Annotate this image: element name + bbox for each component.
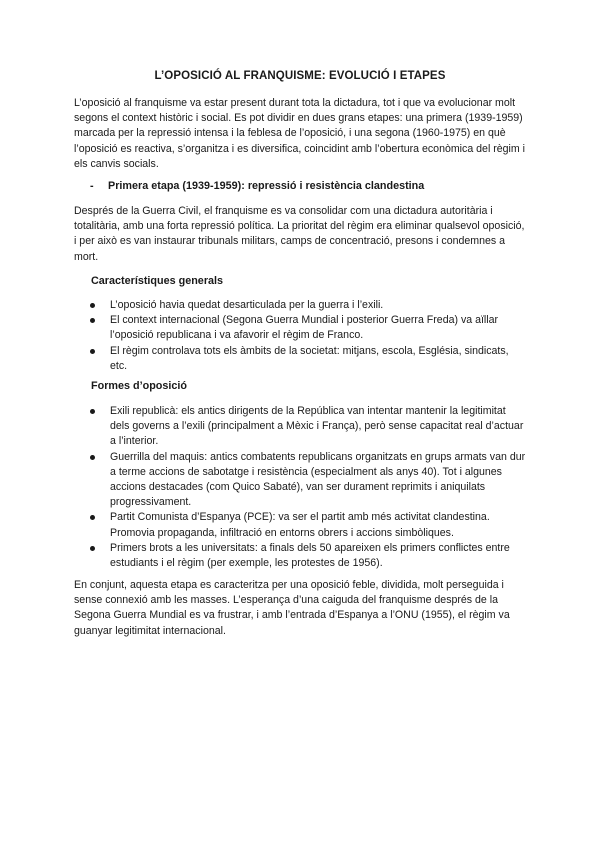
list-item	[88, 541, 526, 571]
bullet-icon	[90, 455, 95, 460]
bullet-icon	[90, 303, 95, 308]
list-item-text: Partit Comunista d’Espanya (PCE): va ser el partit amb més activitat clandestina. Promovia propaganda, infiltració en entorns obrers i accions simbòliques.	[110, 511, 490, 539]
conclusion-paragraph: En conjunt, aquesta etapa es caracteritza per una oposició feble, dividida, molt perseguida i sense connexió amb les masses. L’esperança d’una caiguda del franquisme després de la Segona Guerra Mundial es va frustrar, i amb l’entrada d’Espanya a l’ONU (1955), el règim va guanyar legitimitat internacional.	[74, 579, 510, 637]
list-item	[88, 344, 526, 374]
list-item-text: El context internacional (Segona Guerra Mundial i posterior Guerra Freda) va aïllar l’oposició republicana i va afavorir el règim de Franco.	[110, 314, 499, 342]
list-item-text: Primers brots a les universitats: a finals dels 50 apareixen els primers conflictes entre estudiants i el règim (per exemple, les protestes de 1956).	[110, 541, 510, 570]
forms-list	[88, 404, 526, 571]
bullet-icon	[90, 318, 95, 323]
bullet-icon	[90, 349, 95, 354]
list-item	[88, 450, 526, 511]
list-item	[88, 404, 526, 450]
list-item-text: Guerrilla del maquis: antics combatents republicans organitzats en grups armats van dur a terme accions de sabotatge i resistència (especialment als anys 40). Tot i algunes accions destacades (com Quico Sabaté), van ser durament reprimits i aniquilats progressivament.	[110, 450, 526, 509]
bullet-icon	[90, 515, 95, 520]
list-item	[88, 313, 526, 343]
context-paragraph: Després de la Guerra Civil, el franquisme es va consolidar com una dictadura autoritària i totalitària, amb una forta repressió política. La prioritat del règim era eliminar qualsevol oposició, i per això es van instaurar tribunals militars, camps de concentració, presons i condemnes a mort.	[74, 205, 525, 263]
list-item	[88, 298, 526, 313]
section-dash: -	[90, 180, 94, 192]
features-list	[88, 298, 526, 374]
section-title: Primera etapa (1939-1959): repressió i resistència clandestina	[108, 180, 425, 192]
list-item-text: L’oposició havia quedat desarticulada per la guerra i l’exili.	[110, 299, 384, 311]
bullet-icon	[90, 409, 95, 414]
list-item-text: El règim controlava tots els àmbits de la societat: mitjans, escola, Església, sindicats, etc.	[110, 344, 509, 372]
features-heading: Característiques generals	[91, 275, 224, 287]
bullet-icon	[90, 546, 95, 551]
intro-paragraph: L’oposició al franquisme va estar present durant tota la dictadura, tot i que va evolucionar molt segons el context històric i social. Es pot dividir en dues grans etapes: una primera (1939-1959) marcada per la repressió intensa i la feblesa de l’oposició, i una segona (1960-1975) en què l’oposició es reactiva, s’organitza i es diversifica, coincidint amb l’obertura econòmica del règim i els canvis socials.	[74, 97, 526, 170]
list-item-text: Exili republicà: els antics dirigents de la República van intentar mantenir la legitimitat dels governs a l’exili (principalment a Mèxic i França), però sense capacitat real d’actuar a l’interior.	[110, 405, 524, 448]
list-item	[88, 510, 526, 540]
document-title: L’OPOSICIÓ AL FRANQUISME: EVOLUCIÓ I ETAPES	[154, 70, 446, 82]
forms-heading: Formes d’oposició	[91, 380, 187, 392]
section-heading	[90, 180, 424, 192]
